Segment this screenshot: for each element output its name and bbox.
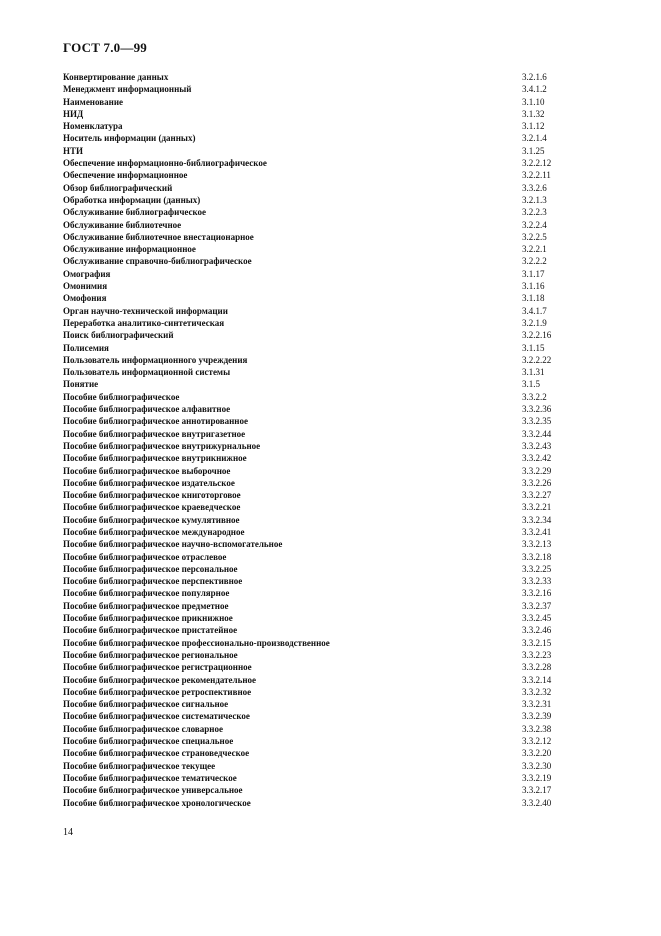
entry-term: Конвертирование данных (63, 72, 169, 82)
entry-term: Поиск библиографический (63, 330, 174, 341)
entry-term: Пособие библиографическое страноведческое (63, 748, 250, 759)
entry-term: Полисемия (63, 342, 109, 353)
entry-reference: 3.2.2.16 (522, 330, 552, 341)
entry-reference: 3.4.1.7 (522, 305, 547, 316)
entry-term: Пособие библиографическое отраслевое (63, 551, 227, 562)
index-entry (63, 797, 603, 809)
entry-term: Пособие библиографическое аннотированное (63, 416, 248, 427)
entry-reference: 3.3.2.19 (522, 772, 552, 783)
entry-reference: 3.3.2.18 (522, 551, 552, 562)
index-entry (63, 587, 603, 599)
entry-term: Номенклатура (63, 121, 123, 132)
entry-reference: 3.3.2.32 (522, 686, 552, 697)
entry-term: Обеспечение информационно-библиографическое (63, 158, 267, 169)
entry-term: Пособие библиографическое регистрационное (63, 662, 252, 673)
entry-term: Наименование (63, 96, 123, 107)
entry-term: Менеджмент информационный (63, 84, 192, 95)
entry-reference: 3.2.1.6 (522, 72, 547, 82)
entry-term: Пособие библиографическое профессионально-производственное (63, 637, 330, 648)
entry-reference: 3.3.2.23 (522, 649, 552, 660)
index-entry (63, 661, 603, 673)
entry-term: Пособие библиографическое международное (63, 526, 245, 537)
entry-term: Пособие библиографическое выборочное (63, 465, 231, 476)
entry-term: Омофония (63, 293, 107, 304)
entry-term: Обслуживание справочно-библиографическое (63, 256, 252, 267)
entry-term: Пособие библиографическое предметное (63, 600, 229, 611)
index-entry (63, 747, 603, 759)
index-entry (63, 526, 603, 538)
index-entry (63, 723, 603, 735)
entry-reference: 3.3.2.21 (522, 502, 552, 513)
index-entry (63, 329, 603, 341)
entry-reference: 3.3.2.37 (522, 600, 552, 611)
entry-term: Пособие библиографическое перспективное (63, 576, 243, 587)
entry-reference: 3.3.2.28 (522, 662, 552, 673)
entry-reference: 3.3.2.16 (522, 588, 552, 599)
entry-term: Носитель информации (данных) (63, 133, 196, 144)
entry-reference: 3.2.2.3 (522, 207, 547, 218)
index-entry (63, 403, 603, 415)
entry-reference: 3.2.2.22 (522, 354, 552, 365)
entry-term: Пособие библиографическое региональное (63, 649, 238, 660)
entry-reference: 3.3.2.31 (522, 699, 552, 710)
entry-reference: 3.3.2.14 (522, 674, 552, 685)
entry-reference: 3.3.2.15 (522, 637, 552, 648)
entry-reference: 3.2.2.11 (522, 170, 551, 181)
entry-reference: 3.3.2.12 (522, 736, 552, 747)
entry-term: Орган научно-технической информации (63, 305, 228, 316)
entry-reference: 3.3.2.44 (522, 428, 552, 439)
index-entry (63, 305, 603, 317)
entry-term: Пособие библиографическое хронологическое (63, 797, 251, 808)
index-entry (63, 108, 603, 120)
entry-reference: 3.3.2.39 (522, 711, 552, 722)
entry-term: Пособие библиографическое словарное (63, 723, 223, 734)
index-entry (63, 489, 603, 501)
entry-reference: 3.3.2.46 (522, 625, 552, 636)
index-entry (63, 538, 603, 550)
index-entry (63, 477, 603, 489)
entry-reference: 3.2.1.4 (522, 133, 547, 144)
entry-term: Обслуживание библиотечное внестационарное (63, 231, 254, 242)
index-entry (63, 452, 603, 464)
index-entry (63, 760, 603, 772)
index-entry (63, 182, 603, 194)
index-entry (63, 366, 603, 378)
entry-term: Пособие библиографическое научно-вспомогательное (63, 539, 283, 550)
index-entry (63, 317, 603, 329)
index-entry (63, 624, 603, 636)
index-entry (63, 391, 603, 403)
entry-reference: 3.2.2.2 (522, 256, 547, 267)
entry-reference: 3.3.2.33 (522, 576, 552, 587)
entry-reference: 3.2.2.1 (522, 244, 547, 255)
entry-reference: 3.1.16 (522, 281, 545, 292)
entry-term: Пособие библиографическое универсальное (63, 785, 243, 796)
index-entry (63, 674, 603, 686)
entry-term: Обслуживание библиографическое (63, 207, 207, 218)
entry-reference: 3.3.2.35 (522, 416, 552, 427)
entry-reference: 3.3.2.45 (522, 613, 552, 624)
entry-term: Пособие библиографическое внутрижурнальное (63, 440, 261, 451)
terms-index (63, 71, 603, 809)
entry-reference: 3.3.2.6 (522, 182, 547, 193)
entry-term: Пособие библиографическое ретроспективное (63, 686, 252, 697)
index-entry (63, 206, 603, 218)
entry-term: НТИ (63, 145, 84, 156)
entry-reference: 3.3.2.36 (522, 404, 552, 415)
entry-reference: 3.3.2.20 (522, 748, 552, 759)
index-entry (63, 686, 603, 698)
index-entry (63, 698, 603, 710)
entry-reference: 3.3.2.34 (522, 514, 552, 525)
index-entry (63, 649, 603, 661)
entry-term: НИД (63, 108, 84, 119)
index-entry (63, 710, 603, 722)
index-entry (63, 772, 603, 784)
entry-term: Пособие библиографическое внутрикнижное (63, 453, 247, 464)
entry-term: Обслуживание библиотечное (63, 219, 182, 230)
index-entry (63, 268, 603, 280)
entry-reference: 3.3.2.40 (522, 797, 552, 808)
entry-term: Пособие библиографическое кумулятивное (63, 514, 240, 525)
entry-reference: 3.1.12 (522, 121, 545, 132)
index-entry (63, 563, 603, 575)
entry-reference: 3.3.2.43 (522, 440, 552, 451)
index-entry (63, 231, 603, 243)
index-entry (63, 440, 603, 452)
index-entry (63, 342, 603, 354)
document-header: ГОСТ 7.0—99 (63, 40, 147, 55)
index-entry (63, 514, 603, 526)
index-entry (63, 784, 603, 796)
entry-term: Пособие библиографическое сигнальное (63, 699, 229, 710)
index-entry (63, 243, 603, 255)
entry-reference: 3.3.2.27 (522, 490, 552, 501)
entry-reference: 3.1.31 (522, 367, 545, 378)
index-entry (63, 428, 603, 440)
entry-reference: 3.3.2.26 (522, 477, 552, 488)
entry-term: Пособие библиографическое краеведческое (63, 502, 241, 513)
index-entry (63, 255, 603, 267)
entry-reference: 3.1.15 (522, 342, 545, 353)
entry-term: Пользователь информационного учреждения (63, 354, 248, 365)
entry-term: Пособие библиографическое популярное (63, 588, 230, 599)
entry-term: Обслуживание информационное (63, 244, 196, 255)
entry-term: Пользователь информационной системы (63, 367, 231, 378)
index-entry (63, 612, 603, 624)
entry-term: Пособие библиографическое персональное (63, 563, 238, 574)
entry-reference: 3.3.2.25 (522, 563, 552, 574)
entry-reference: 3.3.2.42 (522, 453, 552, 464)
entry-reference: 3.2.1.9 (522, 317, 547, 328)
entry-reference: 3.3.2.30 (522, 760, 552, 771)
entry-term: Омонимия (63, 281, 108, 292)
entry-reference: 3.3.2.2 (522, 391, 547, 402)
entry-term: Пособие библиографическое систематическое (63, 711, 250, 722)
page-number: 14 (63, 827, 73, 838)
entry-term: Пособие библиографическое прикнижное (63, 613, 233, 624)
index-entry (63, 157, 603, 169)
entry-reference: 3.1.18 (522, 293, 545, 304)
entry-reference: 3.1.32 (522, 108, 545, 119)
index-entry (63, 292, 603, 304)
entry-term: Обработка информации (данных) (63, 194, 201, 205)
index-entry (63, 501, 603, 513)
index-entry (63, 83, 603, 95)
entry-term: Пособие библиографическое рекомендательное (63, 674, 257, 685)
index-entry (63, 120, 603, 132)
entry-term: Пособие библиографическое книготорговое (63, 490, 241, 501)
index-entry (63, 219, 603, 231)
entry-reference: 3.2.1.3 (522, 194, 547, 205)
index-entry (63, 465, 603, 477)
entry-term: Понятие (63, 379, 99, 390)
index-entry (63, 735, 603, 747)
entry-term: Пособие библиографическое пристатейное (63, 625, 238, 636)
index-entry (63, 71, 603, 83)
entry-term: Пособие библиографическое специальное (63, 736, 234, 747)
index-entry (63, 575, 603, 587)
entry-reference: 3.1.25 (522, 145, 545, 156)
index-entry (63, 378, 603, 390)
index-entry (63, 637, 603, 649)
entry-term: Обзор библиографический (63, 182, 173, 193)
index-entry (63, 280, 603, 292)
index-entry (63, 96, 603, 108)
entry-term: Пособие библиографическое текущее (63, 760, 216, 771)
entry-reference: 3.2.2.12 (522, 158, 552, 169)
index-entry (63, 194, 603, 206)
entry-term: Пособие библиографическое тематическое (63, 772, 237, 783)
entry-term: Пособие библиографическое алфавитное (63, 404, 231, 415)
entry-reference: 3.3.2.13 (522, 539, 552, 550)
entry-reference: 3.3.2.29 (522, 465, 552, 476)
entry-reference: 3.3.2.41 (522, 526, 552, 537)
entry-reference: 3.1.10 (522, 96, 545, 107)
entry-term: Пособие библиографическое (63, 391, 180, 402)
entry-term: Пособие библиографическое внутригазетное (63, 428, 246, 439)
entry-term: Омография (63, 268, 111, 279)
index-entry (63, 354, 603, 366)
entry-term: Пособие библиографическое издательское (63, 477, 235, 488)
index-entry (63, 600, 603, 612)
index-entry (63, 132, 603, 144)
entry-term: Обеспечение информационное (63, 170, 188, 181)
entry-reference: 3.2.2.4 (522, 219, 547, 230)
entry-reference: 3.2.2.5 (522, 231, 547, 242)
index-entry (63, 551, 603, 563)
index-entry (63, 145, 603, 157)
index-entry (63, 169, 603, 181)
entry-reference: 3.1.17 (522, 268, 545, 279)
entry-reference: 3.1.5 (522, 379, 540, 390)
entry-reference: 3.3.2.38 (522, 723, 552, 734)
entry-reference: 3.3.2.17 (522, 785, 552, 796)
index-entry (63, 415, 603, 427)
entry-term: Переработка аналитико-синтетическая (63, 317, 225, 328)
entry-reference: 3.4.1.2 (522, 84, 547, 95)
